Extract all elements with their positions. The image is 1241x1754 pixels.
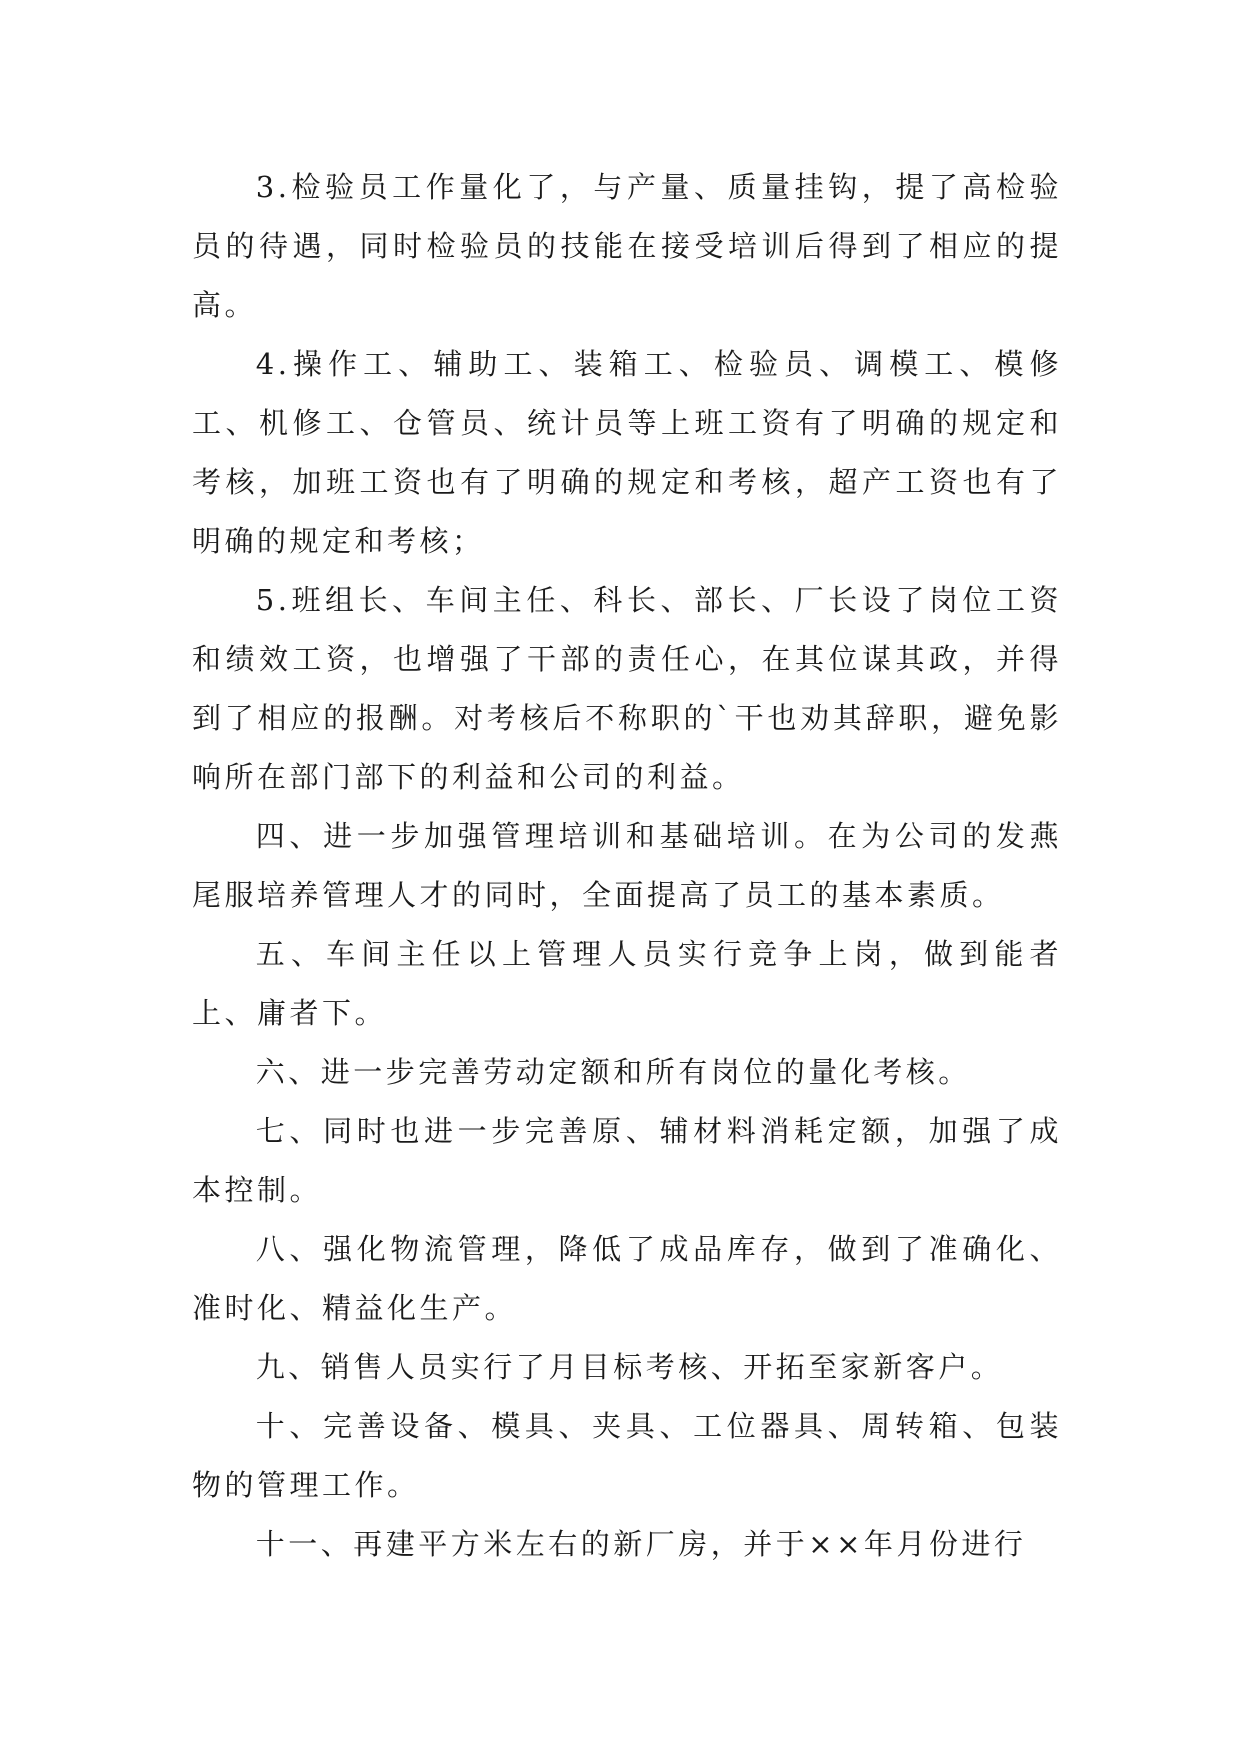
paragraph-section-7: 七、同时也进一步完善原、辅材料消耗定额，加强了成本控制。	[192, 1114, 1062, 1207]
paragraph-section-4: 四、进一步加强管理培训和基础培训。在为公司的发燕尾服培养管理人才的同时，全面提高了员工的基本素质。	[192, 819, 1062, 912]
paragraph-section-9: 九、销售人员实行了月目标考核、开拓至家新客户。	[255, 1350, 1004, 1384]
paragraph-item-4: 4.操作工、辅助工、装箱工、检验员、调模工、模修工、机修工、仓管员、统计员等上班工资有了明确的规定和考核，加班工资也有了明确的规定和考核，超产工资也有了明确的规定和考核；	[192, 347, 1062, 558]
paragraph-item-3: 3.检验员工作量化了，与产量、质量挂钩，提了高检验员的待遇，同时检验员的技能在接受培训后得到了相应的提高。	[192, 170, 1062, 322]
paragraph-section-5: 五、车间主任以上管理人员实行竞争上岗，做到能者上、庸者下。	[192, 937, 1062, 1030]
document-body	[192, 158, 1062, 1574]
paragraph-section-10: 十、完善设备、模具、夹具、工位器具、周转箱、包装物的管理工作。	[192, 1409, 1062, 1502]
paragraph-section-8: 八、强化物流管理，降低了成品库存，做到了准确化、准时化、精益化生产。	[192, 1232, 1062, 1325]
paragraph-item-5: 5.班组长、车间主任、科长、部长、厂长设了岗位工资和绩效工资，也增强了干部的责任心，在其位谋其政，并得到了相应的报酬。对考核后不称职的`干也劝其辞职，避免影响所在部门部下的利益和公司的利益。	[192, 583, 1062, 794]
paragraph-section-6: 六、进一步完善劳动定额和所有岗位的量化考核。	[255, 1055, 971, 1089]
paragraph-section-11: 十一、再建平方米左右的新厂房，并于××年月份进行	[255, 1527, 1027, 1561]
